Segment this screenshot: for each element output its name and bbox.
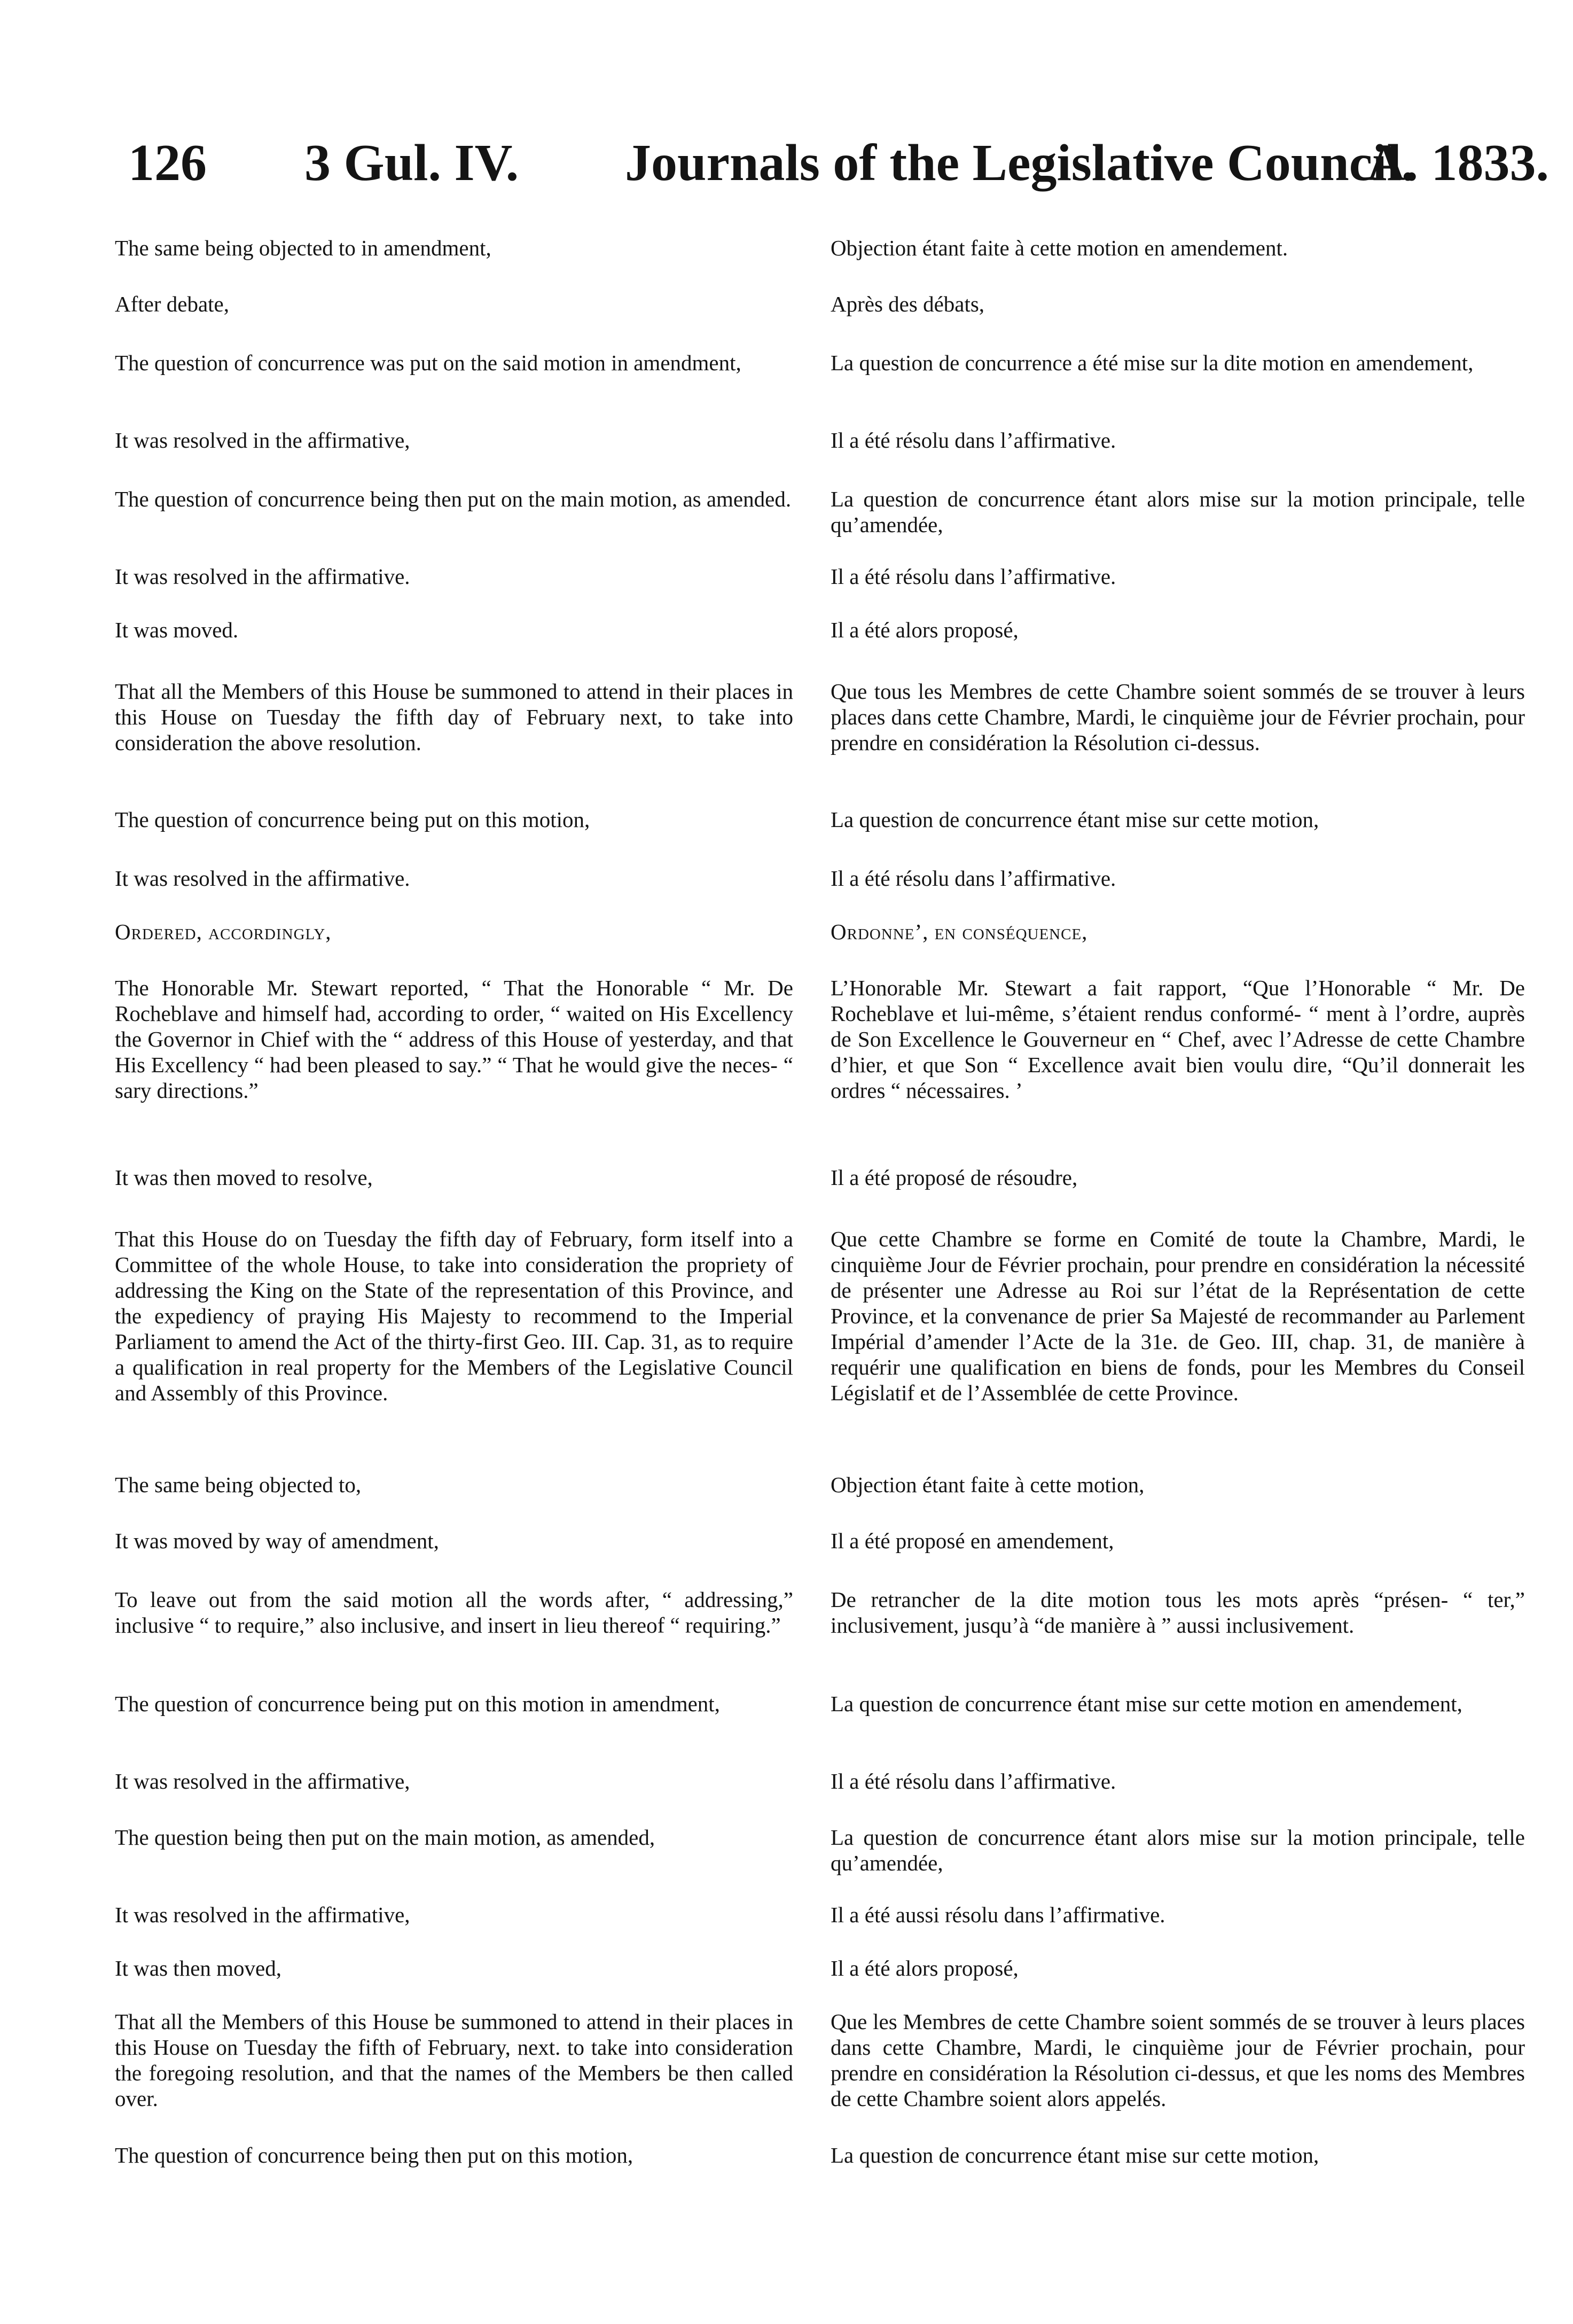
paragraph: L’Honorable Mr. Stewart a fait rapport, “Que l’Honorable “ Mr. De Rocheblave et lui-même, s’étaient rendus conformé- “ ment à l’ordre, auprès de Son Excellence le Gouverneur en “ Chef, avec l’Adresse de cette Chambre d’hier, et que Son “ Excellence avait bien voulu dire, “Qu’il donnerait les ordres “ nécessaires. ’: [831, 976, 1525, 1103]
paragraph: Il a été aussi résolu dans l’affirmative.: [831, 1902, 1165, 1927]
paragraph: Que cette Chambre se forme en Comité de toute la Chambre, Mardi, le cinquième Jour de Février prochain, pour prendre en considération la nécessité de présenter une Adresse au Roi sur l’état de la Représentation de cette Province, et la convenance de prier Sa Majesté de recommander au Parlement Impérial d’amender l’Acte de la 31e. de Geo. III, chap. 31, de manière à requérir une qualification en biens de fonds, pour les Membres du Conseil Législatif et de l’Assemblée de cette Province.: [831, 1227, 1525, 1405]
paragraph: The question of concurrence being put on this motion,: [115, 807, 590, 832]
paragraph: The same being objected to in amendment,: [115, 236, 491, 260]
paragraph: It was resolved in the affirmative,: [115, 428, 410, 453]
paragraph: Il a été résolu dans l’affirmative.: [831, 428, 1116, 453]
paragraph: It was resolved in the affirmative,: [115, 1769, 410, 1793]
paragraph: Ordonne’, en conséquence,: [831, 919, 1088, 944]
paragraph: Il a été résolu dans l’affirmative.: [831, 1769, 1116, 1793]
paragraph: La question de concurrence étant mise sur cette motion en amendement,: [831, 1691, 1462, 1716]
paragraph: The Honorable Mr. Stewart reported, “ That the Honorable “ Mr. De Rocheblave and himself had, according to order, “ waited on His Excellency the Governor in Chief with the “ address of this House of yesterday, and that His Excellency “ had been pleased to say.” “ That he would give the neces- “ sary directions.”: [115, 976, 793, 1103]
paragraph: Il a été alors proposé,: [831, 1956, 1019, 1980]
paragraph: It was then moved,: [115, 1956, 281, 1980]
paragraph: La question de concurrence étant alors mise sur la motion principale, telle qu’amendée,: [831, 1825, 1525, 1875]
paragraph: That this House do on Tuesday the fifth day of February, form itself into a Committee of the whole House, to take into consideration the propriety of addressing the King on the State of the representation of this Province, and the expediency of praying His Majesty to recommend to the Imperial Parliament to amend the Act of the thirty-first Geo. III. Cap. 31, as to require a qualification in real property for the Members of the Legislative Council and Assembly of this Province.: [115, 1227, 793, 1405]
paragraph: It was resolved in the affirmative.: [115, 866, 410, 891]
paragraph: La question de concurrence étant alors mise sur la motion principale, telle qu’amendée,: [831, 487, 1525, 537]
paragraph: After debate,: [115, 292, 229, 316]
paragraph: Il a été résolu dans l’affirmative.: [831, 564, 1116, 589]
paragraph: The question of concurrence being put on this motion in amendment,: [115, 1691, 720, 1716]
paragraph: Il a été proposé de résoudre,: [831, 1165, 1078, 1190]
page-number: 126: [128, 134, 207, 192]
paragraph: That all the Members of this House be summoned to attend in their places in this House on Tuesday the fifth day of February next, to take into consideration the above resolution.: [115, 679, 793, 755]
paragraph: The question of concurrence was put on the said motion in amendment,: [115, 350, 741, 375]
year: A. 1833.: [1367, 134, 1549, 192]
page-title: Journals of the Legislative Council.: [625, 134, 1415, 192]
paragraph: Que les Membres de cette Chambre soient sommés de se trouver à leurs places dans cette Chambre, Mardi, le cinquième jour de Février prochain, pour prendre en considération la Résolution ci-dessus, et que les noms des Membres de cette Chambre soient alors appelés.: [831, 2009, 1525, 2111]
paragraph: La question de concurrence a été mise sur la dite motion en amendement,: [831, 350, 1474, 375]
paragraph: It was resolved in the affirmative,: [115, 1902, 410, 1927]
paragraph: Il a été proposé en amendement,: [831, 1528, 1114, 1553]
paragraph: Objection étant faite à cette motion en amendement.: [831, 236, 1288, 260]
paragraph: The question of concurrence being then put on this motion,: [115, 2143, 633, 2167]
paragraph: Il a été alors proposé,: [831, 618, 1019, 642]
paragraph: It was moved.: [115, 618, 239, 642]
paragraph: That all the Members of this House be summoned to attend in their places in this House on Tuesday the fifth of February, next. to take into consideration the foregoing resolution, and that the names of the Members be then called over.: [115, 2009, 793, 2111]
paragraph: Ordered, accordingly,: [115, 919, 332, 944]
paragraph: La question de concurrence étant mise sur cette motion,: [831, 2143, 1319, 2167]
paragraph: Il a été résolu dans l’affirmative.: [831, 866, 1116, 891]
regnal-year: 3 Gul. IV.: [304, 134, 519, 192]
paragraph: It was then moved to resolve,: [115, 1165, 373, 1190]
paragraph: Après des débats,: [831, 292, 985, 316]
page-header: [128, 134, 1549, 192]
paragraph: La question de concurrence étant mise sur cette motion,: [831, 807, 1319, 832]
paragraph: It was resolved in the affirmative.: [115, 564, 410, 589]
paragraph: Objection étant faite à cette motion,: [831, 1472, 1145, 1497]
paragraph: De retrancher de la dite motion tous les mots après “présen- “ ter,” inclusivement, jusqu’à “de manière à ” aussi inclusivement.: [831, 1587, 1525, 1637]
paragraph: The question being then put on the main motion, as amended,: [115, 1825, 655, 1850]
paragraph: Que tous les Membres de cette Chambre soient sommés de se trouver à leurs places dans cette Chambre, Mardi, le cinquième jour de Février prochain, pour prendre en considération la Résolution ci-dessus.: [831, 679, 1525, 755]
paragraph: The same being objected to,: [115, 1472, 362, 1497]
paragraph: The question of concurrence being then put on the main motion, as amended.: [115, 487, 792, 511]
paragraph: It was moved by way of amendment,: [115, 1528, 439, 1553]
paragraph: To leave out from the said motion all the words after, “ addressing,” inclusive “ to require,” also inclusive, and insert in lieu thereof “ requiring.”: [115, 1587, 793, 1637]
